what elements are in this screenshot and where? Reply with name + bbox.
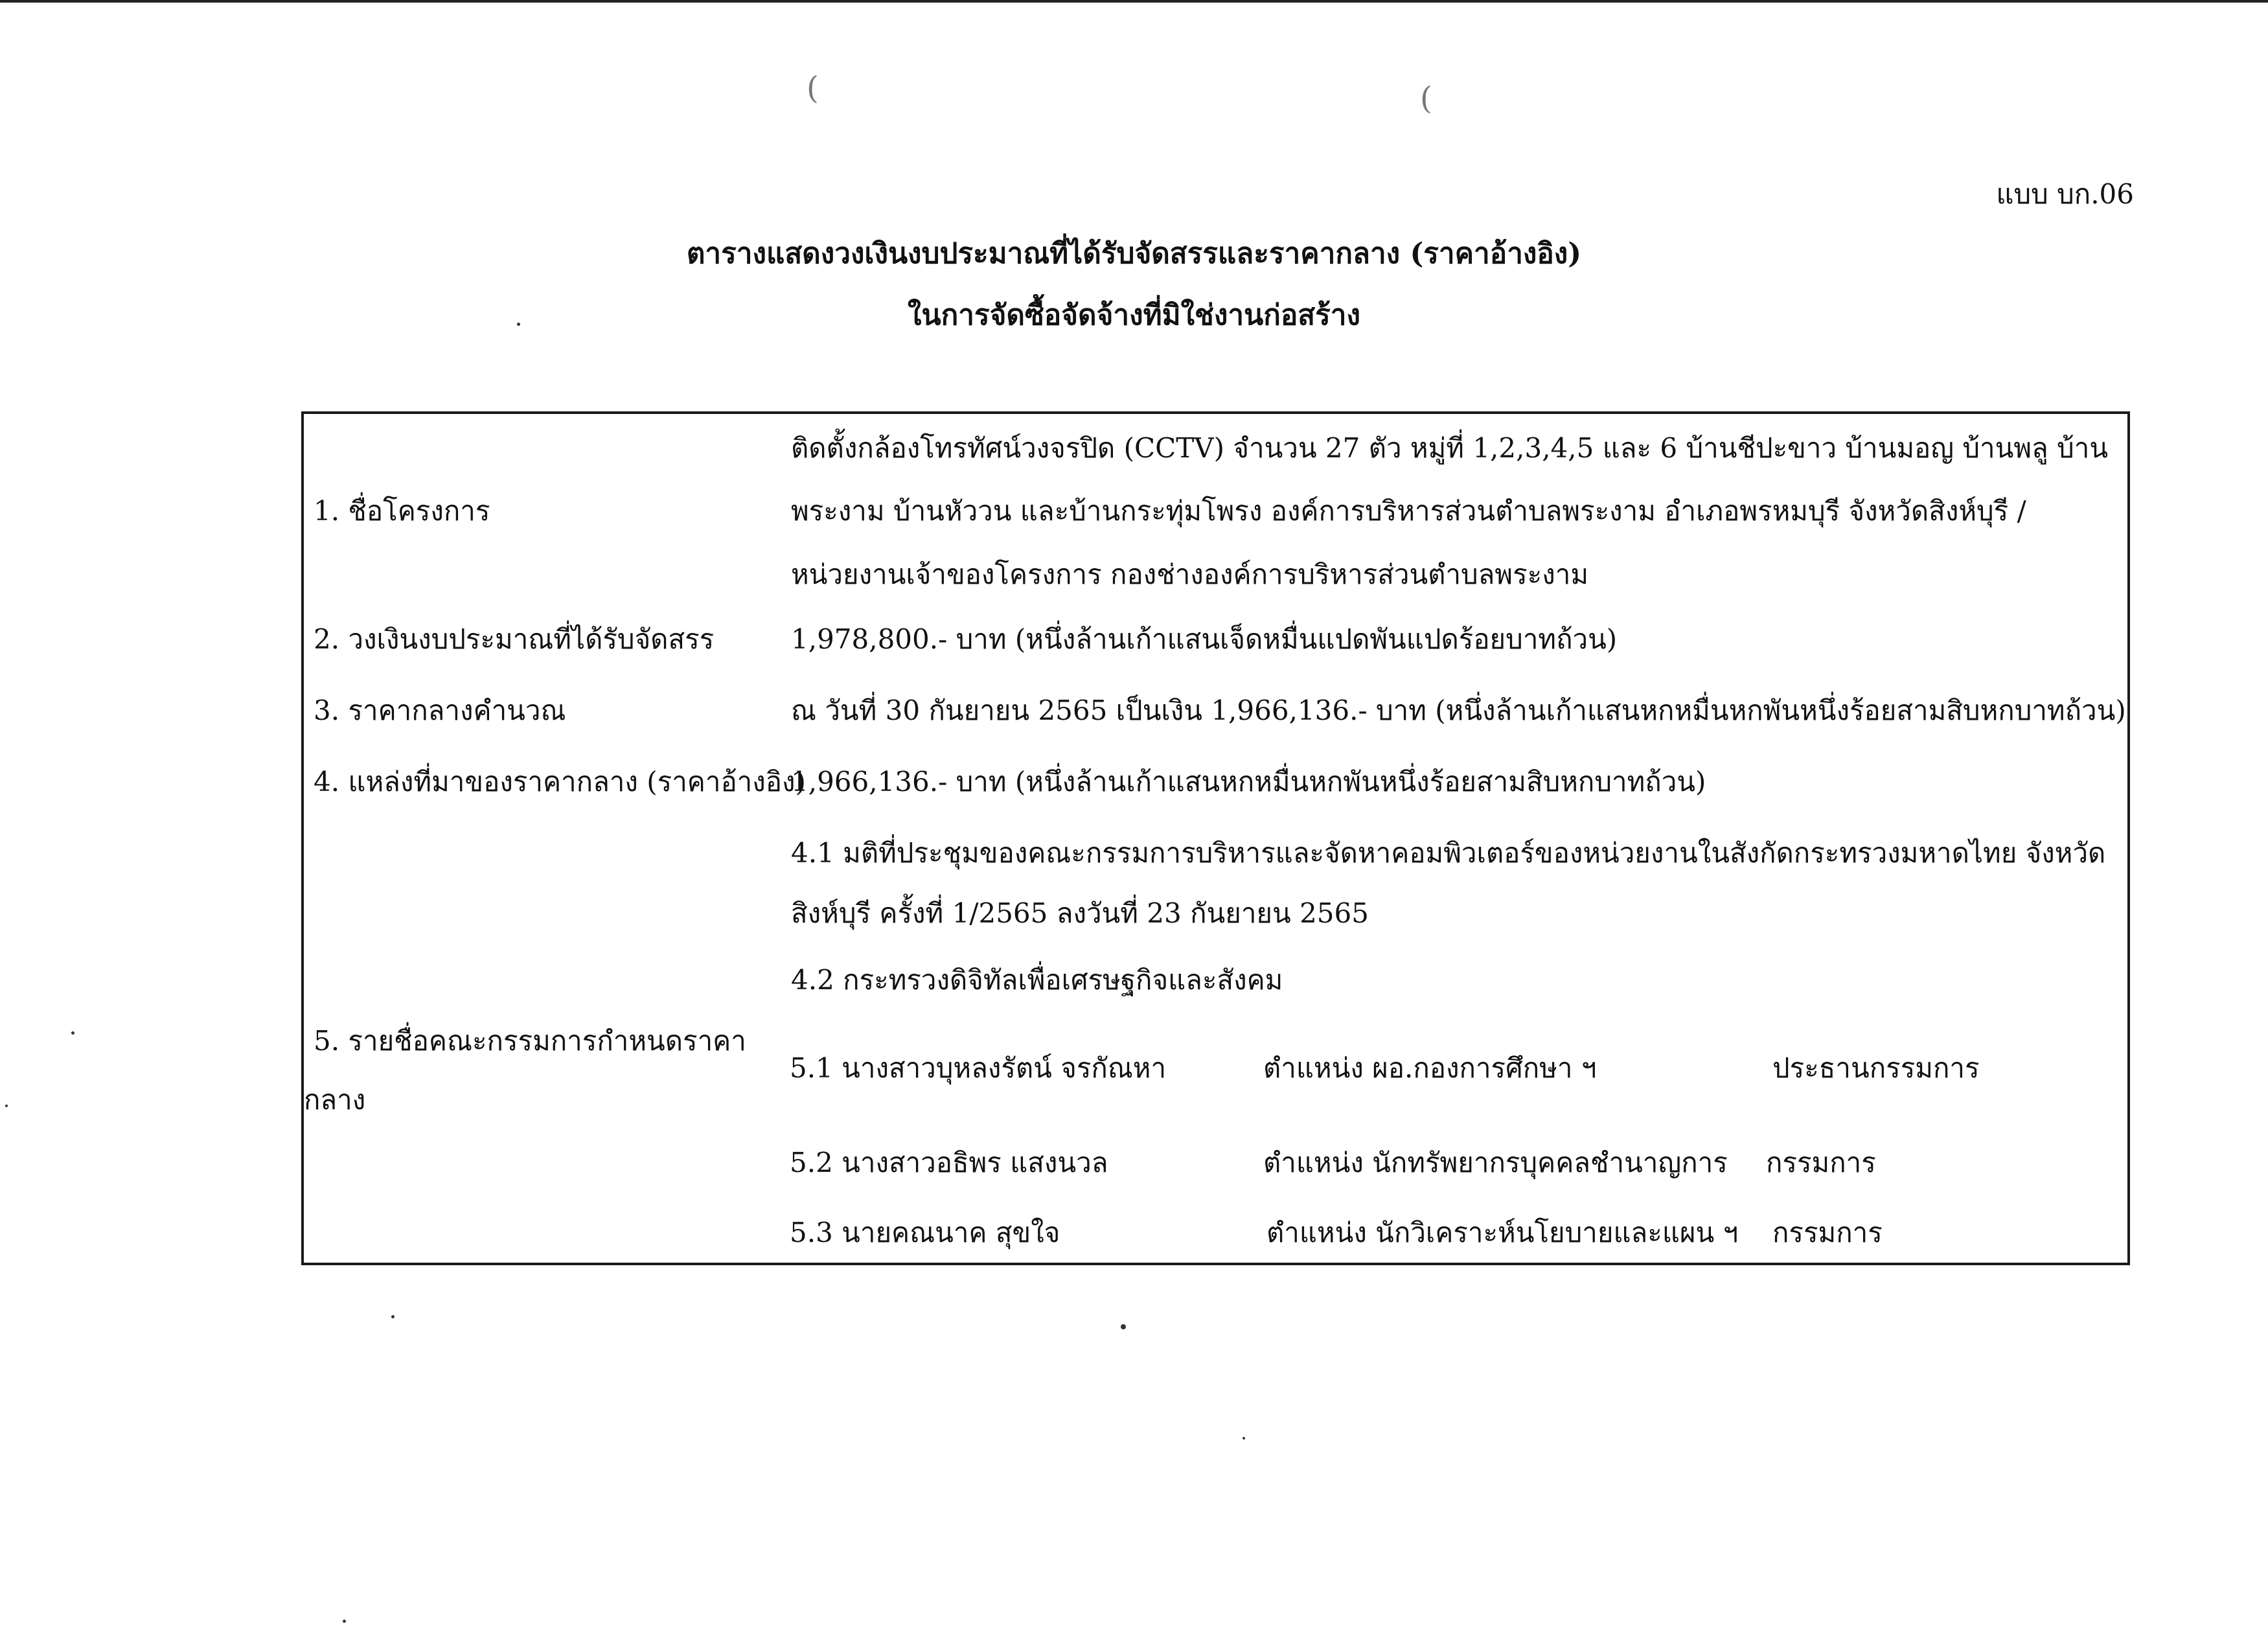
committee-member-role: กรรมการ xyxy=(1772,1217,1883,1248)
committee-member-role: ประธานกรรมการ xyxy=(1772,1052,1980,1084)
committee-member-position: ตำแหน่ง นักวิเคราะห์นโยบายและแผน ฯ xyxy=(1266,1217,1739,1248)
scan-top-edge xyxy=(0,0,2268,3)
row-price-source-label: 4. แหล่งที่มาของราคากลาง (ราคาอ้างอิง) xyxy=(314,766,806,797)
row-reference-price-value: ณ วันที่ 30 กันยายน 2565 เป็นเงิน 1,966,136.- บาท (หนึ่งล้านเก้าแสนหกหมื่นหกพันหนึ่งร้อยสามสิบหกบาทถ้วน) xyxy=(791,694,2126,726)
committee-member-position: ตำแหน่ง ผอ.กองการศึกษา ฯ xyxy=(1263,1052,1597,1084)
scan-mark: ( xyxy=(1420,80,1432,117)
scan-speck xyxy=(1121,1324,1126,1329)
committee-member-name: 5.1 นางสาวบุหลงรัตน์ จรกัณหา xyxy=(790,1052,1167,1084)
scan-speck xyxy=(343,1620,346,1623)
document-subtitle: ในการจัดซื้อจัดจ้างที่มิใช่งานก่อสร้าง xyxy=(908,299,1360,332)
form-code: แบบ บก.06 xyxy=(1996,178,2134,210)
row-budget-label: 2. วงเงินงบประมาณที่ได้รับจัดสรร xyxy=(314,623,715,655)
scan-speck xyxy=(391,1315,395,1318)
scan-speck xyxy=(71,1031,74,1035)
row-price-source-sub-4-1: 4.1 มติที่ประชุมของคณะกรรมการบริหารและจัดหาคอมพิวเตอร์ของหน่วยงานในสังกัดกระทรวงมหาดไทย จังหวัด xyxy=(791,837,2106,869)
row-reference-price-label: 3. ราคากลางคำนวณ xyxy=(314,694,566,726)
row-project-name-line: ติดตั้งกล้องโทรทัศน์วงจรปิด (CCTV) จำนวน 27 ตัว หมู่ที่ 1,2,3,4,5 และ 6 บ้านชีปะขาว บ้านมอญ บ้านพลู บ้าน xyxy=(791,432,2109,464)
row-price-source-sub-4-2: 4.2 กระทรวงดิจิทัลเพื่อเศรษฐกิจและสังคม xyxy=(791,964,1283,996)
row-project-name-label: 1. ชื่อโครงการ xyxy=(314,495,490,527)
row-price-source-value: 1,966,136.- บาท (หนึ่งล้านเก้าแสนหกหมื่นหกพันหนึ่งร้อยสามสิบหกบาทถ้วน) xyxy=(791,766,1706,797)
row-committee-label-cont: กลาง xyxy=(304,1084,366,1116)
scan-mark: ( xyxy=(807,70,819,106)
committee-member-role: กรรมการ xyxy=(1766,1147,1876,1178)
committee-member-name: 5.3 นายคณนาค สุขใจ xyxy=(790,1217,1060,1248)
budget-table xyxy=(301,411,2130,1265)
row-project-name-line: หน่วยงานเจ้าของโครงการ กองช่างองค์การบริหารส่วนตำบลพระงาม xyxy=(791,558,1589,590)
scan-speck xyxy=(5,1105,8,1107)
row-budget-value: 1,978,800.- บาท (หนึ่งล้านเก้าแสนเจ็ดหมื่นแปดพันแปดร้อยบาทถ้วน) xyxy=(791,623,1618,655)
committee-member-name: 5.2 นางสาวอธิพร แสงนวล xyxy=(790,1147,1108,1178)
document-title: ตารางแสดงวงเงินงบประมาณที่ได้รับจัดสรรและราคากลาง (ราคาอ้างอิง) xyxy=(686,237,1582,270)
row-price-source-sub-4-1-cont: สิงห์บุรี ครั้งที่ 1/2565 ลงวันที่ 23 กันยายน 2565 xyxy=(791,897,1369,929)
row-project-name-line: พระงาม บ้านหัววน และบ้านกระทุ่มโพรง องค์การบริหารส่วนตำบลพระงาม อำเภอพรหมบุรี จังหวัดสิงห์บุรี / xyxy=(791,495,2026,527)
scan-speck xyxy=(1243,1437,1245,1440)
row-committee-label: 5. รายชื่อคณะกรรมการกำหนดราคา xyxy=(314,1025,746,1057)
committee-member-position: ตำแหน่ง นักทรัพยากรบุคคลชำนาญการ xyxy=(1263,1147,1728,1178)
